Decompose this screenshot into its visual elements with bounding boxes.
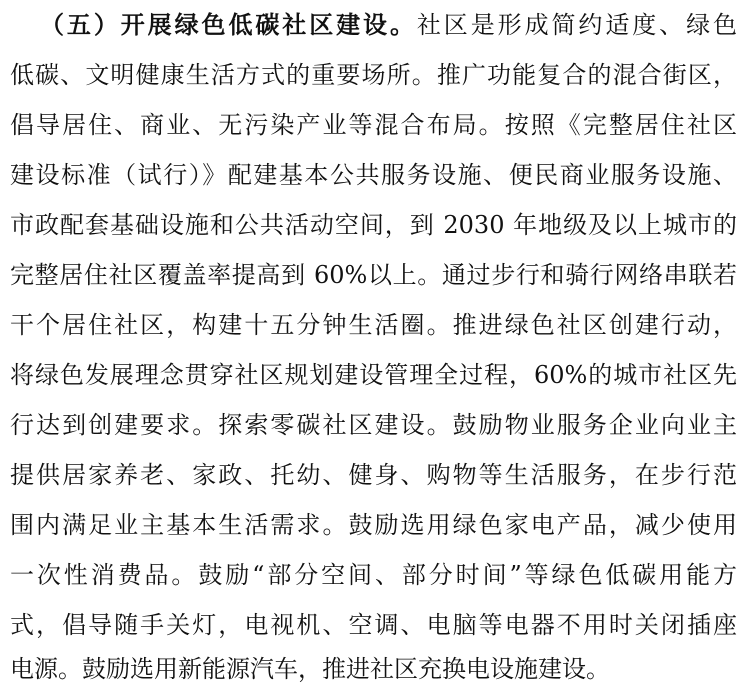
paragraph-line-8: 将绿色发展理念贯穿社区规划建设管理全过程，60%的城市社区先 bbox=[10, 361, 737, 389]
paragraph-line-1 bbox=[40, 0, 737, 50]
paragraph-line-2: 低碳、文明健康生活方式的重要场所。推广功能复合的混合街区， bbox=[10, 61, 737, 89]
paragraph-line-5: 市政配套基础设施和公共活动空间，到 2030 年地级及以上城市的 bbox=[10, 211, 737, 239]
line-1-text: 社区是形成简约适度、绿色 bbox=[416, 11, 737, 39]
paragraph-line-14: 电源。鼓励选用新能源汽车，推进社区充换电设施建设。 bbox=[10, 655, 610, 683]
paragraph-line-6: 完整居住社区覆盖率提高到 60%以上。通过步行和骑行网络串联若 bbox=[10, 261, 737, 289]
paragraph-line-13: 式，倡导随手关灯，电视机、空调、电脑等电器不用时关闭插座 bbox=[10, 611, 737, 639]
paragraph-line-11: 围内满足业主基本生活需求。鼓励选用绿色家电产品，减少使用 bbox=[10, 511, 737, 539]
paragraph-line-4: 建设标准（试行）》配建基本公共服务设施、便民商业服务设施、 bbox=[10, 161, 737, 189]
paragraph-line-3: 倡导居住、商业、无污染产业等混合布局。按照《完整居住社区 bbox=[10, 111, 737, 139]
paragraph-line-7: 干个居住社区，构建十五分钟生活圈。推进绿色社区创建行动， bbox=[10, 311, 737, 339]
paragraph-line-12: 一次性消费品。鼓励“部分空间、部分时间”等绿色低碳用能方 bbox=[10, 561, 737, 589]
paragraph-line-9: 行达到创建要求。探索零碳社区建设。鼓励物业服务企业向业主 bbox=[10, 411, 737, 439]
section-heading: （五）开展绿色低碳社区建设。 bbox=[40, 11, 417, 39]
paragraph-line-10: 提供居家养老、家政、托幼、健身、购物等生活服务，在步行范 bbox=[10, 461, 737, 489]
